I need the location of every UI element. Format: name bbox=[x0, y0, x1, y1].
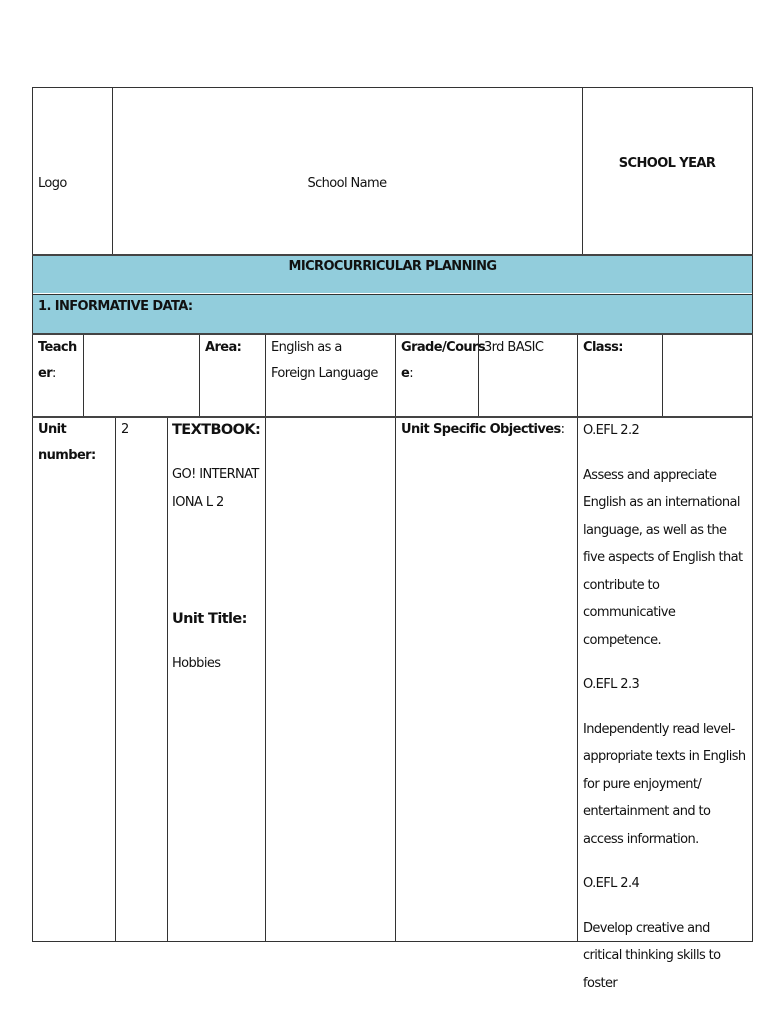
table-left-border bbox=[32, 87, 33, 942]
teacher-label-text: Teach er bbox=[38, 340, 77, 381]
planning-title: MICROCURRICULAR PLANNING bbox=[288, 259, 497, 274]
grade-label bbox=[401, 335, 486, 387]
objectives-label-colon: : bbox=[560, 422, 565, 437]
textbook-label: TEXTBOOK: bbox=[172, 422, 261, 438]
table-right-border bbox=[752, 87, 753, 419]
school-year: SCHOOL YEAR bbox=[618, 156, 716, 171]
logo-label: Logo bbox=[38, 176, 67, 191]
info-divider-3 bbox=[265, 335, 266, 942]
objective-code: O.EFL 2.3 bbox=[583, 677, 640, 692]
area-value: English as a Foreign Language bbox=[271, 340, 378, 381]
school-name: School Name bbox=[307, 176, 387, 191]
info-divider-4 bbox=[395, 335, 396, 942]
grade-label-colon: : bbox=[409, 366, 413, 381]
objectives-label-text: Unit Specific Objectives bbox=[401, 422, 561, 437]
grade-label-text: Grade/Cours e bbox=[401, 340, 486, 381]
textbook-value: GO! INTERNATIONA L 2 bbox=[172, 467, 259, 510]
unit-row-right-border bbox=[752, 418, 753, 942]
area-label: Area: bbox=[205, 340, 242, 355]
objective-text: Assess and appreciate English as an international language, as well as the five aspects of English that contribute to communicative competence. bbox=[583, 467, 743, 648]
class-label: Class: bbox=[583, 340, 623, 355]
unit-title-label: Unit Title: bbox=[172, 611, 247, 627]
unit-divider-1 bbox=[115, 418, 116, 942]
info-divider-7 bbox=[662, 335, 663, 417]
unit-title-value: Hobbies bbox=[172, 656, 221, 671]
table-top-border bbox=[32, 87, 753, 88]
info-divider-1 bbox=[83, 335, 84, 417]
unit-number-value: 2 bbox=[121, 422, 129, 437]
unit-divider-2 bbox=[167, 418, 168, 942]
teacher-label bbox=[38, 335, 80, 387]
objectives-list bbox=[583, 417, 746, 991]
info-divider-6 bbox=[577, 335, 578, 942]
objective-code: O.EFL 2.4 bbox=[583, 876, 640, 891]
section-title: 1. INFORMATIVE DATA: bbox=[38, 299, 193, 314]
objective-code: O.EFL 2.2 bbox=[583, 423, 640, 438]
unit-number-label: Unit number: bbox=[38, 422, 96, 463]
objective-text: Develop creative and critical thinking skills to foster bbox=[583, 920, 721, 991]
objectives-label bbox=[401, 417, 576, 443]
grade-value: 3rd BASIC bbox=[484, 340, 544, 355]
band-bottom-border bbox=[32, 333, 753, 335]
teacher-label-colon: : bbox=[52, 366, 56, 381]
info-divider-2 bbox=[199, 335, 200, 417]
objective-text: Independently read level-appropriate texts in English for pure enjoyment/ entertainment and to access information. bbox=[583, 721, 746, 847]
table-bottom-border bbox=[32, 941, 753, 942]
